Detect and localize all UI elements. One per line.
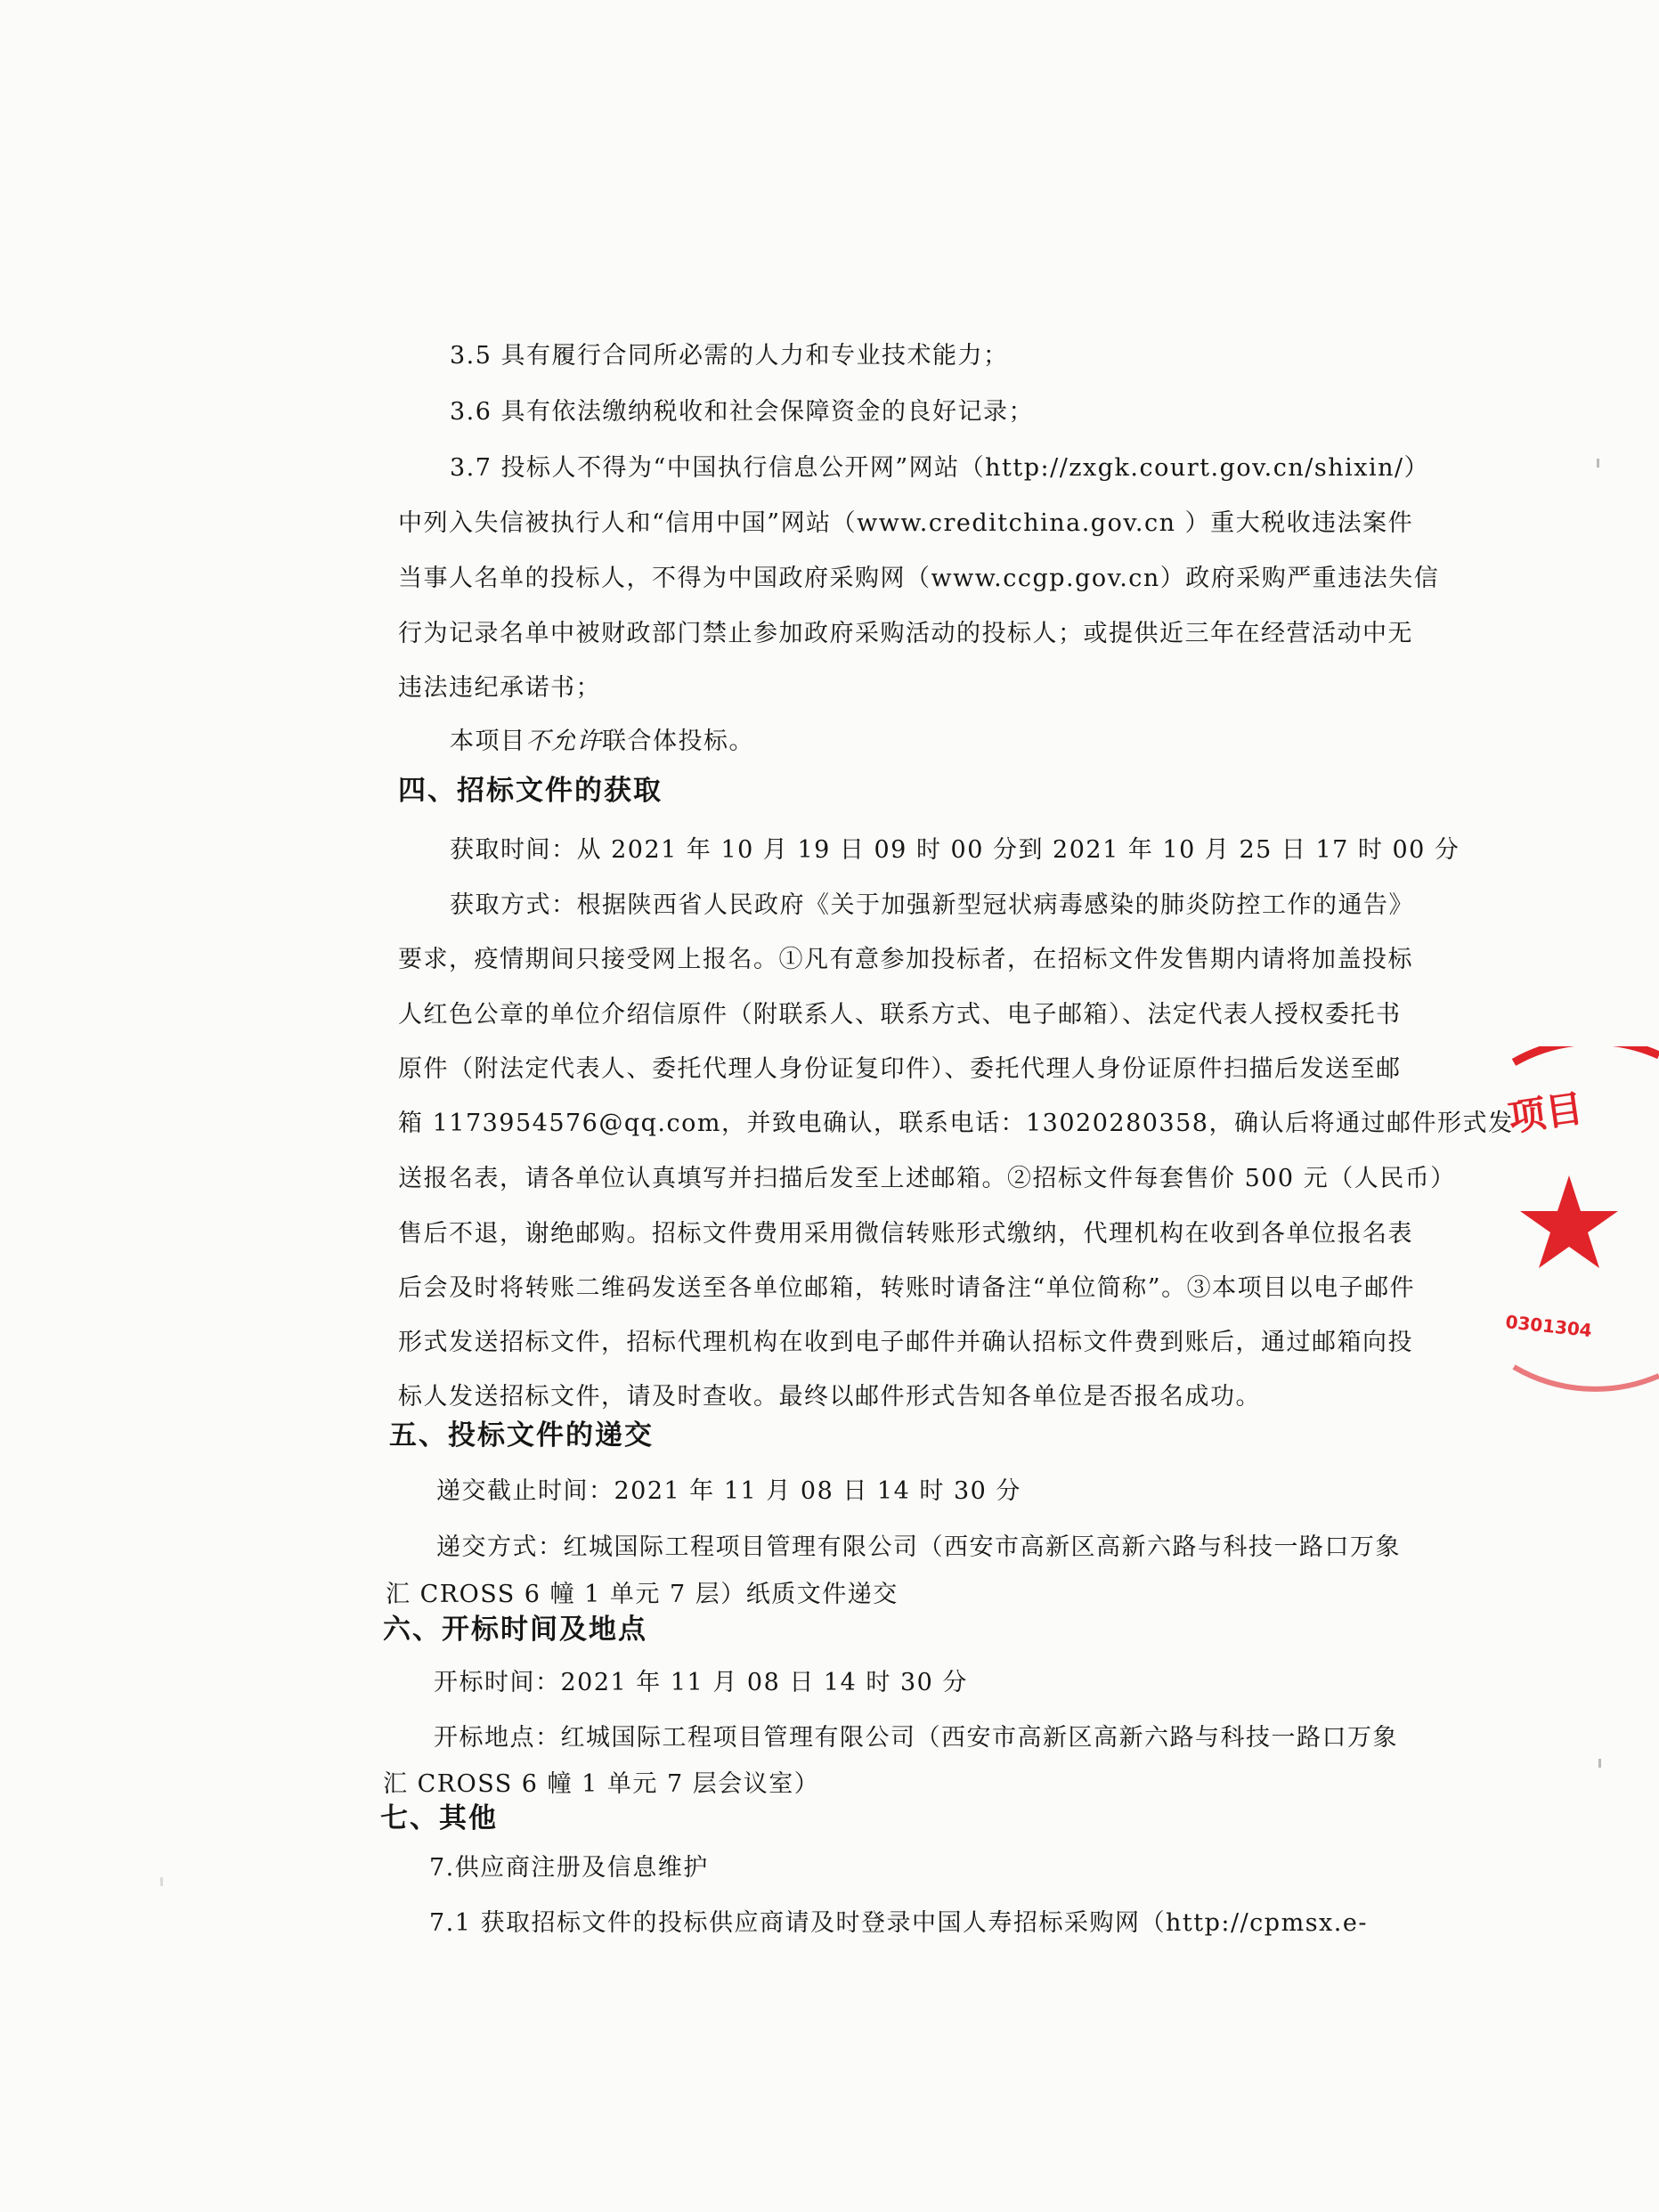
clause-3-5: 3.5 具有履行合同所必需的人力和专业技术能力； xyxy=(450,342,1009,370)
obtain-method-line1: 获取方式：根据陕西省人民政府《关于加强新型冠状病毒感染的肺炎防控工作的通告》 xyxy=(450,891,1414,919)
clause-3-7-line3: 当事人名单的投标人，不得为中国政府采购网（www.ccgp.gov.cn）政府采购严重违法失信 xyxy=(398,565,1440,592)
obtain-method-line2: 要求，疫情期间只接受网上报名。①凡有意参加投标者，在招标文件发售期内请将加盖投标 xyxy=(398,946,1413,973)
seal-number: 0301304 xyxy=(1504,1311,1593,1342)
obtain-method-line6: 送报名表，请各单位认真填写并扫描后发至上述邮箱。②招标文件每套售价 500 元（人民币） xyxy=(398,1165,1456,1192)
obtain-method-line8: 后会及时将转账二维码发送至各单位邮箱，转账时请备注“单位简称”。③本项目以电子邮件 xyxy=(398,1274,1416,1302)
clause-7-1: 7.1 获取招标文件的投标供应商请及时登录中国人寿招标采购网（http://cpmsx.e- xyxy=(429,1909,1368,1937)
obtain-method-line5: 箱 1173954576@qq.com，并致电确认，联系电话：13020280358，确认后将通过邮件形式发 xyxy=(398,1110,1514,1137)
seal-ring-bottom xyxy=(1514,1367,1659,1389)
clause-3-7-line2: 中列入失信被执行人和“信用中国”网站（www.creditchina.gov.cn ）重大税收违法案件 xyxy=(398,509,1414,537)
open-time: 开标时间：2021 年 11 月 08 日 14 时 30 分 xyxy=(434,1669,968,1696)
seal-star-icon xyxy=(1520,1175,1618,1268)
scan-speck xyxy=(1597,459,1599,468)
seal-text: 项目 xyxy=(1505,1086,1586,1140)
obtain-method-line3: 人红色公章的单位介绍信原件（附联系人、联系方式、电子邮箱）、法定代表人授权委托书 xyxy=(398,1001,1402,1029)
submit-method-line1: 递交方式：红城国际工程项目管理有限公司（西安市高新区高新六路与科技一路口万象 xyxy=(436,1533,1401,1561)
submit-deadline: 递交截止时间：2021 年 11 月 08 日 14 时 30 分 xyxy=(436,1477,1021,1505)
consortium-suffix: 联合体投标。 xyxy=(602,728,754,755)
seal-ring-top xyxy=(1514,1046,1659,1062)
scan-speck xyxy=(1598,1759,1601,1768)
obtain-method-line7: 售后不退，谢绝邮购。招标文件费用采用微信转账形式缴纳，代理机构在收到各单位报名表 xyxy=(398,1220,1413,1248)
open-place-line1: 开标地点：红城国际工程项目管理有限公司（西安市高新区高新六路与科技一路口万象 xyxy=(434,1724,1398,1752)
clause-3-7-line4: 行为记录名单中被财政部门禁止参加政府采购活动的投标人；或提供近三年在经营活动中无 xyxy=(398,620,1413,647)
section-6-heading: 六、开标时间及地点 xyxy=(383,1614,647,1646)
scan-speck xyxy=(160,1877,163,1886)
section-5-heading: 五、投标文件的递交 xyxy=(389,1419,654,1452)
clause-3-7-line5: 违法违纪承诺书； xyxy=(398,674,601,702)
supplier-registration: 7.供应商注册及信息维护 xyxy=(429,1854,709,1882)
obtain-time: 获取时间：从 2021 年 10 月 19 日 09 时 00 分到 2021 年 10 月 25 日 17 时 00 分 xyxy=(450,836,1460,864)
obtain-method-line4: 原件（附法定代表人、委托代理人身份证复印件）、委托代理人身份证原件扫描后发送至邮 xyxy=(398,1055,1402,1083)
obtain-method-line9: 形式发送招标文件，招标代理机构在收到电子邮件并确认招标文件费到账后，通过邮箱向投 xyxy=(398,1329,1413,1356)
seal-graphic xyxy=(1496,1046,1659,1403)
obtain-method-line10: 标人发送招标文件，请及时查收。最终以邮件形式告知各单位是否报名成功。 xyxy=(398,1383,1261,1411)
submit-method-line2: 汇 CROSS 6 幢 1 单元 7 层）纸质文件递交 xyxy=(386,1581,899,1608)
clause-3-7-line1: 3.7 投标人不得为“中国执行信息公开网”网站（http://zxgk.court.gov.cn/shixin/） xyxy=(450,454,1430,482)
open-place-line2: 汇 CROSS 6 幢 1 单元 7 层会议室） xyxy=(383,1770,820,1798)
section-4-heading: 四、招标文件的获取 xyxy=(398,775,663,807)
section-7-heading: 七、其他 xyxy=(380,1802,498,1834)
consortium-note xyxy=(450,724,754,760)
consortium-italic: 不允许 xyxy=(525,728,602,755)
red-seal-stamp xyxy=(1496,1046,1659,1403)
clause-3-6: 3.6 具有依法缴纳税收和社会保障资金的良好记录； xyxy=(450,398,1035,426)
consortium-prefix: 本项目 xyxy=(450,728,526,755)
